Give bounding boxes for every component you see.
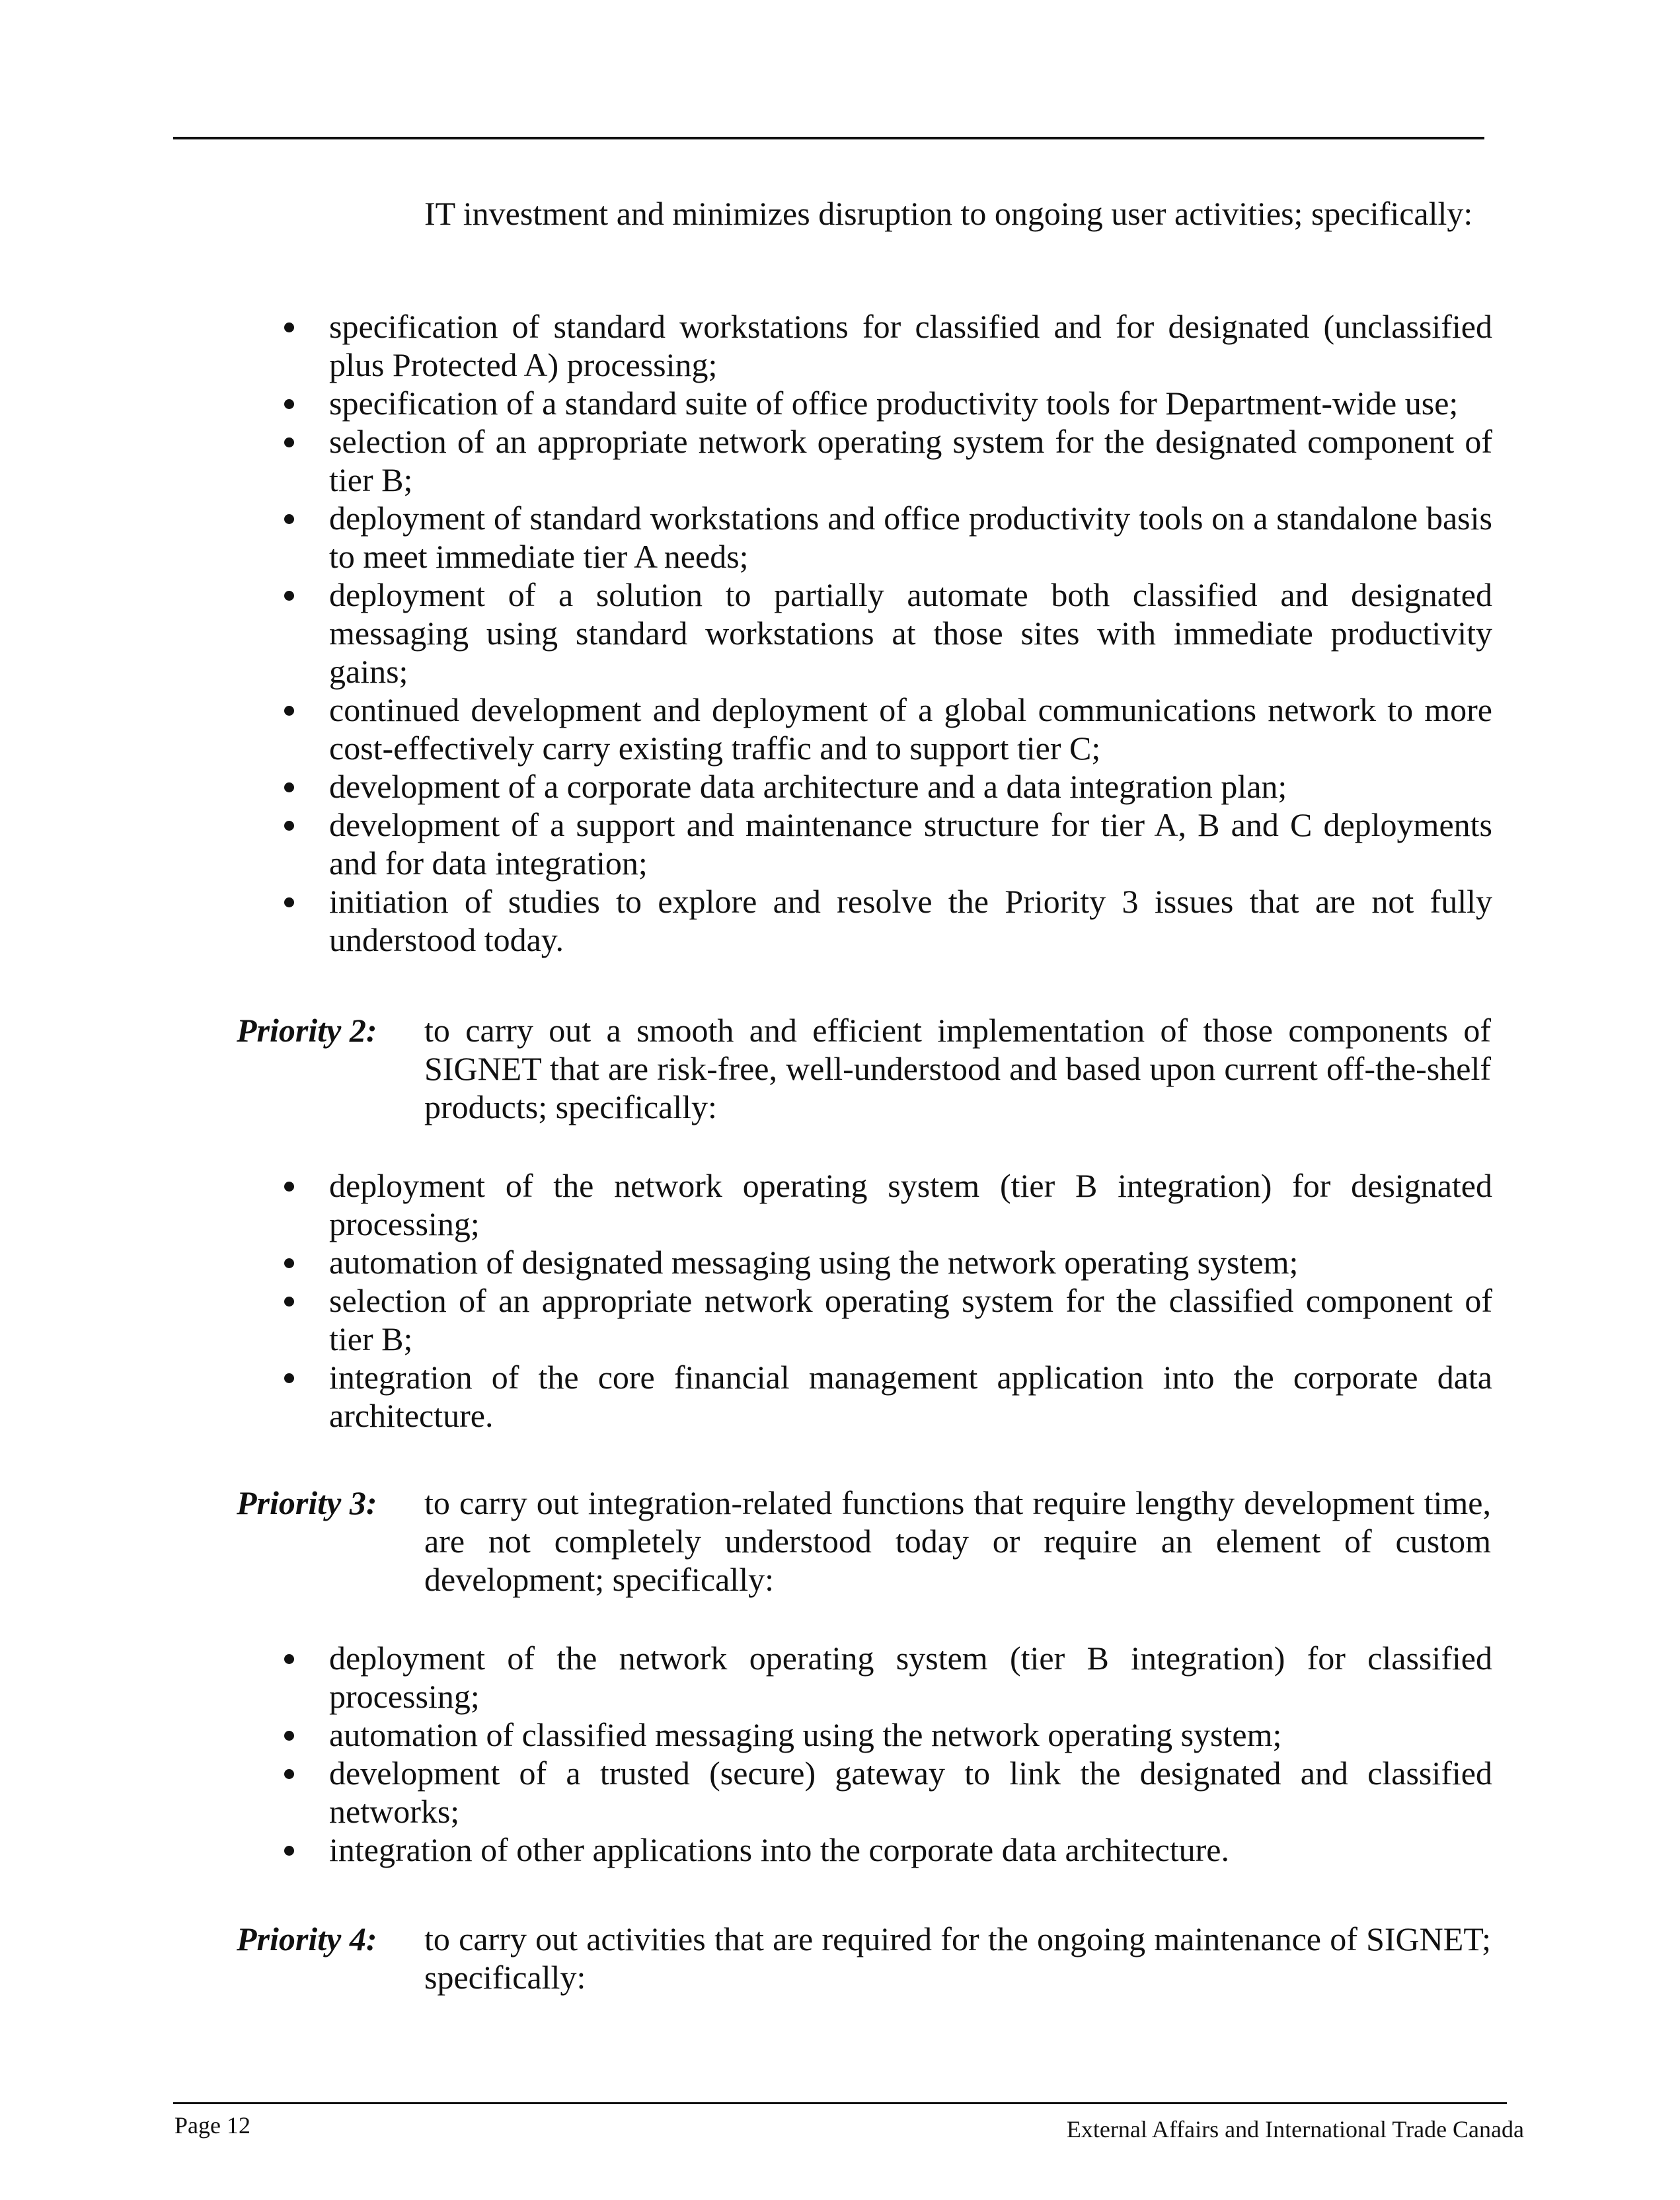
bullet-text: selection of an appropriate network operating system for the designated component of tier B; [329, 423, 1492, 498]
bullet-dot-icon [284, 399, 294, 409]
bullet-dot-icon [284, 322, 294, 332]
bullet-text: deployment of the network operating system (tier B integration) for classified processing; [329, 1640, 1492, 1715]
bullet-item [0, 691, 1492, 767]
bullet-text: automation of designated messaging using the network operating system; [329, 1244, 1299, 1281]
bullet-item [0, 1358, 1492, 1435]
priority4-text: to carry out activities that are required for the ongoing maintenance of SIGNET; specifically: [424, 1920, 1491, 1996]
bullet-item [0, 882, 1492, 959]
bullet-item [0, 1639, 1492, 1716]
footer-organization: External Affairs and International Trade Canada [1066, 2116, 1524, 2143]
bullet-text: deployment of standard workstations and office productivity tools on a standalone basis to meet immediate tier A needs; [329, 500, 1492, 575]
bullet-text: deployment of a solution to partially automate both classified and designated messaging using standard workstations at those sites with immediate productivity gains; [329, 576, 1492, 690]
bullet-text: specification of standard workstations for classified and for designated (unclassified plus Protected A) processing; [329, 308, 1492, 383]
bullet-item [0, 576, 1492, 691]
bullet-item [0, 1716, 1492, 1754]
footer-rule [173, 2102, 1507, 2104]
bullet-text: integration of other applications into the corporate data architecture. [329, 1831, 1229, 1868]
header-rule [173, 137, 1484, 139]
bullet-text: specification of a standard suite of office productivity tools for Department-wide use; [329, 385, 1459, 422]
bullet-dot-icon [284, 897, 294, 907]
bullet-item [0, 1281, 1492, 1358]
bullet-dot-icon [284, 1769, 294, 1779]
bullet-item [0, 1166, 1492, 1243]
bullet-item [0, 384, 1492, 422]
bullet-dot-icon [284, 1258, 294, 1268]
priority1-bullet-list [0, 307, 1492, 959]
bullet-item [0, 1243, 1492, 1281]
bullet-text: development of a corporate data architecture and a data integration plan; [329, 768, 1287, 805]
bullet-text: initiation of studies to explore and resolve the Priority 3 issues that are not fully understood today. [329, 883, 1492, 958]
bullet-text: deployment of the network operating system (tier B integration) for designated processing; [329, 1167, 1492, 1242]
bullet-dot-icon [284, 1297, 294, 1307]
bullet-text: selection of an appropriate network operating system for the classified component of tier B; [329, 1282, 1492, 1357]
priority3-text: to carry out integration-related functions that require lengthy development time, are not completely understood today or require an element of custom development; specifically: [424, 1484, 1491, 1598]
bullet-item [0, 806, 1492, 882]
priority3-label: Priority 3: [237, 1484, 377, 1521]
bullet-text: development of a trusted (secure) gateway to link the designated and classified networks; [329, 1755, 1492, 1830]
bullet-text: automation of classified messaging using the network operating system; [329, 1716, 1282, 1753]
bullet-dot-icon [284, 1731, 294, 1741]
bullet-dot-icon [284, 1654, 294, 1664]
bullet-dot-icon [284, 1846, 294, 1856]
priority2-text: to carry out a smooth and efficient implementation of those components of SIGNET that are risk-free, well-understood and based upon current off-the-shelf products; specifically: [424, 1012, 1491, 1125]
priority2-label: Priority 2: [237, 1012, 377, 1049]
bullet-dot-icon [284, 591, 294, 601]
bullet-text: integration of the core financial management application into the corporate data architecture. [329, 1359, 1492, 1434]
page-number: Page 12 [174, 2112, 250, 2139]
priority2-bullet-list [0, 1166, 1492, 1435]
bullet-item [0, 1754, 1492, 1831]
bullet-dot-icon [284, 782, 294, 792]
bullet-dot-icon [284, 706, 294, 716]
bullet-item [0, 422, 1492, 499]
bullet-text: development of a support and maintenance structure for tier A, B and C deployments and for data integration; [329, 806, 1492, 882]
bullet-text: continued development and deployment of a global communications network to more cost-effectively carry existing traffic and to support tier C; [329, 691, 1492, 767]
bullet-dot-icon [284, 1182, 294, 1192]
bullet-dot-icon [284, 821, 294, 831]
bullet-dot-icon [284, 1373, 294, 1383]
bullet-item [0, 1831, 1492, 1869]
bullet-item [0, 499, 1492, 576]
bullet-item [0, 767, 1492, 806]
bullet-item [0, 307, 1492, 384]
priority3-bullet-list [0, 1639, 1492, 1869]
bullet-dot-icon [284, 437, 294, 447]
priority4-label: Priority 4: [237, 1920, 377, 1957]
bullet-dot-icon [284, 514, 294, 524]
intro-paragraph: IT investment and minimizes disruption to ongoing user activities; specifically: [424, 195, 1473, 232]
